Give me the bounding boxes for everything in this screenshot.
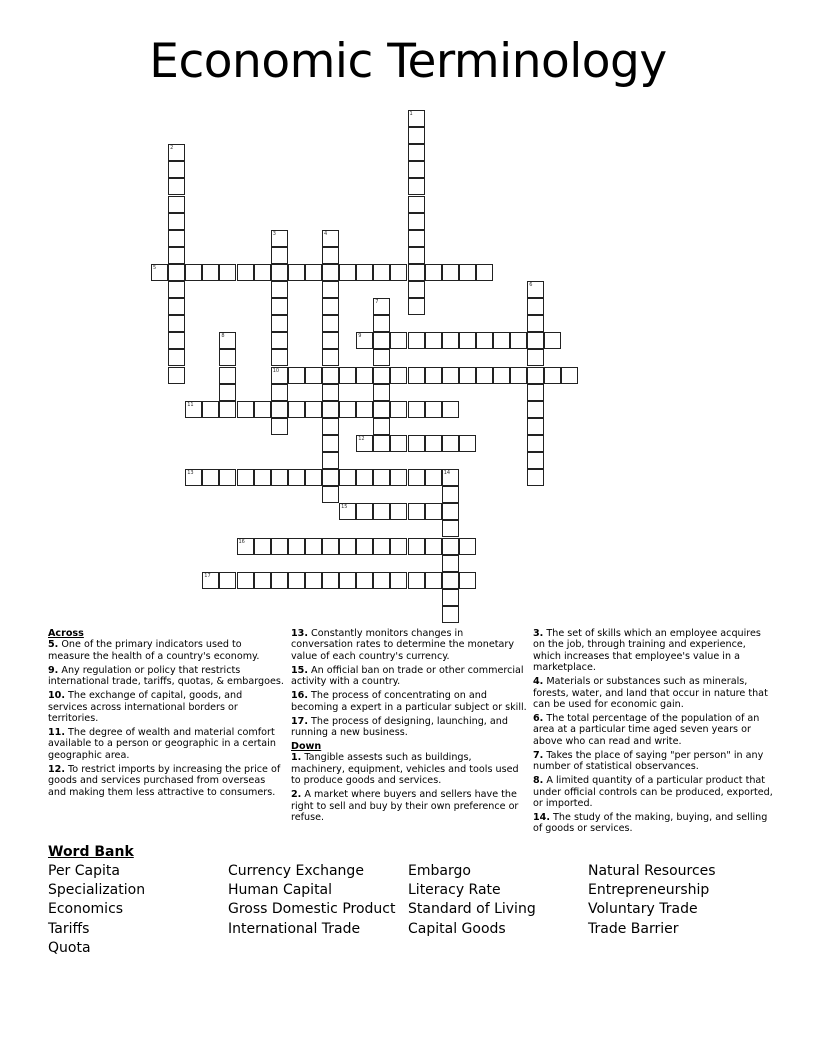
grid-cell[interactable] xyxy=(408,196,425,213)
grid-cell[interactable] xyxy=(219,332,236,349)
grid-cell[interactable] xyxy=(510,332,527,349)
word-bank-item: Quota xyxy=(48,939,91,956)
grid-cell[interactable] xyxy=(168,332,185,349)
grid-cell[interactable] xyxy=(408,178,425,195)
grid-cell[interactable] xyxy=(408,401,425,418)
grid-cell[interactable] xyxy=(305,401,322,418)
grid-cell[interactable] xyxy=(408,247,425,264)
grid-cell[interactable] xyxy=(561,367,578,384)
grid-cell[interactable] xyxy=(442,503,459,520)
grid-cell[interactable] xyxy=(373,315,390,332)
word-bank-item: Entrepreneurship xyxy=(588,882,710,899)
clue-across-10: 10. The exchange of capital, goods, and services across international borders or territories. xyxy=(48,690,243,725)
grid-cell[interactable] xyxy=(442,606,459,623)
grid-cell[interactable] xyxy=(527,418,544,435)
word-bank-item: Gross Domestic Product xyxy=(228,901,396,918)
grid-cell[interactable] xyxy=(373,538,390,555)
clue-number: 14 xyxy=(443,470,451,477)
grid-cell[interactable] xyxy=(408,281,425,298)
grid-cell[interactable] xyxy=(271,572,288,589)
grid-cell[interactable] xyxy=(168,144,185,161)
grid-cell[interactable] xyxy=(459,538,476,555)
grid-cell[interactable] xyxy=(510,367,527,384)
grid-cell[interactable] xyxy=(442,264,459,281)
clue-number: 13 xyxy=(187,470,194,477)
grid-cell[interactable] xyxy=(425,469,442,486)
grid-cell[interactable] xyxy=(408,538,425,555)
grid-cell[interactable] xyxy=(322,572,339,589)
grid-cell[interactable] xyxy=(390,503,407,520)
grid-cell[interactable] xyxy=(305,367,322,384)
grid-cell[interactable] xyxy=(408,332,425,349)
grid-cell[interactable] xyxy=(322,298,339,315)
grid-cell[interactable] xyxy=(442,435,459,452)
word-bank-title: Word Bank xyxy=(48,844,134,860)
clue-down-3: 3. The set of skills which an employee acquires on the job, through training and experience, which increases that employee's value in a marketplace. xyxy=(533,628,761,674)
grid-cell[interactable] xyxy=(339,367,356,384)
grid-cell[interactable] xyxy=(408,144,425,161)
grid-cell[interactable] xyxy=(408,367,425,384)
grid-cell[interactable] xyxy=(527,435,544,452)
grid-cell[interactable] xyxy=(442,332,459,349)
grid-cell[interactable] xyxy=(322,418,339,435)
grid-cell[interactable] xyxy=(322,384,339,401)
grid-cell[interactable] xyxy=(271,247,288,264)
grid-cell[interactable] xyxy=(288,401,305,418)
grid-cell[interactable] xyxy=(168,367,185,384)
grid-cell[interactable] xyxy=(322,538,339,555)
word-bank-item: Human Capital xyxy=(228,882,333,899)
grid-cell[interactable] xyxy=(527,332,544,349)
grid-cell[interactable] xyxy=(527,401,544,418)
grid-cell[interactable] xyxy=(527,367,544,384)
grid-cell[interactable] xyxy=(408,161,425,178)
grid-cell[interactable] xyxy=(373,572,390,589)
grid-cell[interactable] xyxy=(202,264,219,281)
grid-cell[interactable] xyxy=(544,367,561,384)
grid-cell[interactable] xyxy=(493,332,510,349)
grid-cell[interactable] xyxy=(476,264,493,281)
grid-cell[interactable] xyxy=(271,384,288,401)
clue-number: 11 xyxy=(187,401,194,408)
clue-number: 10 xyxy=(272,367,280,374)
grid-cell[interactable] xyxy=(356,264,373,281)
grid-cell[interactable] xyxy=(168,349,185,366)
grid-cell[interactable] xyxy=(527,315,544,332)
grid-cell[interactable] xyxy=(373,418,390,435)
clue-across-16: 16. The process of concentrating on and becoming a expert in a particular subject or skill. xyxy=(291,690,527,713)
grid-cell[interactable] xyxy=(151,264,168,281)
grid-cell[interactable] xyxy=(168,178,185,195)
clue-down-2: 2. A market where buyers and sellers have the right to sell and buy by their own preference or refuse. xyxy=(291,789,519,824)
grid-cell[interactable] xyxy=(185,401,202,418)
grid-cell[interactable] xyxy=(339,538,356,555)
word-bank-column-1 xyxy=(48,862,145,958)
grid-cell[interactable] xyxy=(390,538,407,555)
word-bank-item: Economics xyxy=(48,901,124,918)
grid-cell[interactable] xyxy=(185,264,202,281)
grid-cell[interactable] xyxy=(408,110,425,127)
grid-cell[interactable] xyxy=(237,469,254,486)
grid-cell[interactable] xyxy=(373,401,390,418)
grid-cell[interactable] xyxy=(459,435,476,452)
grid-cell[interactable] xyxy=(219,367,236,384)
grid-cell[interactable] xyxy=(356,435,373,452)
clue-number: 4 xyxy=(324,230,328,237)
grid-cell[interactable] xyxy=(390,401,407,418)
word-bank-column-3 xyxy=(408,862,536,939)
grid-cell[interactable] xyxy=(271,281,288,298)
grid-cell[interactable] xyxy=(305,572,322,589)
grid-cell[interactable] xyxy=(219,384,236,401)
grid-cell[interactable] xyxy=(339,401,356,418)
clues-column-1 xyxy=(48,628,284,801)
grid-cell[interactable] xyxy=(322,281,339,298)
grid-cell[interactable] xyxy=(305,469,322,486)
grid-cell[interactable] xyxy=(527,384,544,401)
grid-cell[interactable] xyxy=(408,469,425,486)
grid-cell[interactable] xyxy=(527,281,544,298)
grid-cell[interactable] xyxy=(322,230,339,247)
grid-cell[interactable] xyxy=(254,538,271,555)
grid-cell[interactable] xyxy=(373,503,390,520)
grid-cell[interactable] xyxy=(493,367,510,384)
grid-cell[interactable] xyxy=(425,264,442,281)
clue-number: 3 xyxy=(272,230,276,237)
word-bank-item: Trade Barrier xyxy=(588,920,679,937)
grid-cell[interactable] xyxy=(305,264,322,281)
word-bank-item: International Trade xyxy=(228,920,361,937)
grid-cell[interactable] xyxy=(390,572,407,589)
grid-cell[interactable] xyxy=(476,332,493,349)
grid-cell[interactable] xyxy=(356,332,373,349)
clues-column-2 xyxy=(291,628,527,826)
clue-number: 8 xyxy=(221,333,225,340)
grid-cell[interactable] xyxy=(322,435,339,452)
grid-cell[interactable] xyxy=(356,367,373,384)
grid-cell[interactable] xyxy=(271,230,288,247)
grid-cell[interactable] xyxy=(356,401,373,418)
grid-cell[interactable] xyxy=(237,401,254,418)
grid-cell[interactable] xyxy=(305,538,322,555)
clue-number: 6 xyxy=(529,282,533,288)
grid-cell[interactable] xyxy=(527,298,544,315)
clue-down-4: 4. Materials or substances such as minerals, forests, water, and land that occur in nature that can be used for economic gain. xyxy=(533,676,768,711)
grid-cell[interactable] xyxy=(288,367,305,384)
grid-cell[interactable] xyxy=(459,572,476,589)
grid-cell[interactable] xyxy=(288,538,305,555)
grid-cell[interactable] xyxy=(168,213,185,230)
clue-across-9: 9. Any regulation or policy that restricts international trade, tariffs, quotas, & embargoes. xyxy=(48,664,284,688)
grid-cell[interactable] xyxy=(322,367,339,384)
grid-cell[interactable] xyxy=(442,538,459,555)
clue-across-17: 17. The process of designing, launching, and running a new business. xyxy=(291,715,508,739)
grid-cell[interactable] xyxy=(408,503,425,520)
grid-cell[interactable] xyxy=(271,401,288,418)
grid-cell[interactable] xyxy=(288,469,305,486)
grid-cell[interactable] xyxy=(339,503,356,520)
grid-cell[interactable] xyxy=(408,127,425,144)
grid-cell[interactable] xyxy=(254,401,271,418)
grid-cell[interactable] xyxy=(425,332,442,349)
grid-cell[interactable] xyxy=(288,264,305,281)
grid-cell[interactable] xyxy=(442,589,459,606)
grid-cell[interactable] xyxy=(356,538,373,555)
clue-across-5: 5. One of the primary indicators used to measure the health of a country's economy. xyxy=(48,639,260,662)
word-bank-item: Per Capita xyxy=(48,863,120,879)
grid-cell[interactable] xyxy=(527,349,544,366)
grid-cell[interactable] xyxy=(168,281,185,298)
grid-cell[interactable] xyxy=(271,367,288,384)
grid-cell[interactable] xyxy=(219,264,236,281)
grid-cell[interactable] xyxy=(271,315,288,332)
grid-cell[interactable] xyxy=(271,264,288,281)
grid-cell[interactable] xyxy=(168,315,185,332)
grid-cell[interactable] xyxy=(322,486,339,503)
grid-cell[interactable] xyxy=(339,572,356,589)
grid-cell[interactable] xyxy=(339,264,356,281)
grid-cell[interactable] xyxy=(356,469,373,486)
grid-cell[interactable] xyxy=(202,469,219,486)
down-header: Down xyxy=(291,741,322,753)
word-bank-column-4 xyxy=(588,862,716,939)
grid-cell[interactable] xyxy=(219,401,236,418)
word-bank-item: Embargo xyxy=(408,863,471,879)
grid-cell[interactable] xyxy=(390,367,407,384)
grid-cell[interactable] xyxy=(339,469,356,486)
grid-cell[interactable] xyxy=(408,264,425,281)
grid-cell[interactable] xyxy=(237,264,254,281)
word-bank-item: Literacy Rate xyxy=(408,882,501,899)
grid-cell[interactable] xyxy=(271,332,288,349)
clue-down-7: 7. Takes the place of saying "per person" in any number of statistical observances. xyxy=(533,749,764,773)
word-bank-item: Standard of Living xyxy=(408,901,536,918)
grid-cell[interactable] xyxy=(442,572,459,589)
grid-cell[interactable] xyxy=(322,332,339,349)
grid-cell[interactable] xyxy=(254,264,271,281)
clue-down-6: 6. The total percentage of the population of an area at a particular time aged seven years or above who can read and write. xyxy=(533,713,760,747)
grid-cell[interactable] xyxy=(442,401,459,418)
grid-cell[interactable] xyxy=(459,264,476,281)
grid-cell[interactable] xyxy=(442,555,459,572)
grid-cell[interactable] xyxy=(425,572,442,589)
clue-number: 7 xyxy=(375,299,379,306)
grid-cell[interactable] xyxy=(322,401,339,418)
grid-cell[interactable] xyxy=(356,572,373,589)
grid-cell[interactable] xyxy=(271,538,288,555)
grid-cell[interactable] xyxy=(459,332,476,349)
grid-cell[interactable] xyxy=(168,264,185,281)
grid-cell[interactable] xyxy=(202,401,219,418)
grid-cell[interactable] xyxy=(408,213,425,230)
grid-cell[interactable] xyxy=(373,349,390,366)
grid-cell[interactable] xyxy=(168,247,185,264)
grid-cell[interactable] xyxy=(442,486,459,503)
clue-down-1: 1. Tangible assests such as buildings, machinery, equipment, vehicles and tools used to produce goods and services. xyxy=(291,752,519,787)
clue-across-15: 15. An official ban on trade or other commercial activity with a country. xyxy=(291,664,524,688)
grid-cell[interactable] xyxy=(219,349,236,366)
clue-number: 5 xyxy=(153,264,157,271)
grid-cell[interactable] xyxy=(356,503,373,520)
grid-cell[interactable] xyxy=(288,572,305,589)
clue-number: 12 xyxy=(358,435,365,442)
clue-across-11: 11. The degree of wealth and material comfort available to a person or geographic in a certain geographic area. xyxy=(48,727,276,761)
grid-cell[interactable] xyxy=(168,196,185,213)
grid-cell[interactable] xyxy=(168,161,185,178)
clue-down-14: 14. The study of the making, buying, and selling of goods or services. xyxy=(533,812,768,835)
grid-cell[interactable] xyxy=(185,469,202,486)
grid-cell[interactable] xyxy=(271,349,288,366)
clue-number: 9 xyxy=(358,333,362,340)
grid-cell[interactable] xyxy=(373,435,390,452)
word-bank-item: Specialization xyxy=(48,882,146,899)
grid-cell[interactable] xyxy=(442,520,459,537)
grid-cell[interactable] xyxy=(219,572,236,589)
word-bank-item: Tariffs xyxy=(48,920,90,937)
grid-cell[interactable] xyxy=(271,298,288,315)
word-bank-item: Voluntary Trade xyxy=(588,901,698,918)
grid-cell[interactable] xyxy=(168,230,185,247)
grid-cell[interactable] xyxy=(373,469,390,486)
grid-cell[interactable] xyxy=(322,247,339,264)
grid-cell[interactable] xyxy=(425,435,442,452)
puzzle-title: Economic Terminology xyxy=(149,34,667,89)
grid-cell[interactable] xyxy=(408,572,425,589)
word-bank-item: Natural Resources xyxy=(588,863,716,879)
grid-cell[interactable] xyxy=(202,572,219,589)
grid-cell[interactable] xyxy=(442,367,459,384)
grid-cell[interactable] xyxy=(271,418,288,435)
grid-cell[interactable] xyxy=(373,298,390,315)
grid-cell[interactable] xyxy=(373,384,390,401)
word-bank-item: Currency Exchange xyxy=(228,863,364,879)
clue-number: 16 xyxy=(238,538,245,545)
clue-down-8: 8. A limited quantity of a particular product that under official controls can be produced, exported, or imported. xyxy=(533,775,773,810)
grid-cell[interactable] xyxy=(408,298,425,315)
grid-cell[interactable] xyxy=(390,332,407,349)
grid-cell[interactable] xyxy=(425,401,442,418)
grid-cell[interactable] xyxy=(390,435,407,452)
clue-number: 15 xyxy=(341,504,348,511)
grid-cell[interactable] xyxy=(254,469,271,486)
grid-cell[interactable] xyxy=(254,572,271,589)
grid-cell[interactable] xyxy=(322,452,339,469)
grid-cell[interactable] xyxy=(168,298,185,315)
grid-cell[interactable] xyxy=(322,264,339,281)
word-bank-column-2 xyxy=(228,862,395,939)
grid-cell[interactable] xyxy=(373,264,390,281)
grid-cell[interactable] xyxy=(408,230,425,247)
across-header: Across xyxy=(48,628,84,639)
grid-cell[interactable] xyxy=(219,469,236,486)
clues-column-3 xyxy=(533,628,773,837)
clue-across-12: 12. To restrict imports by increasing the price of goods and services purchased from overseas and making them less attractive to consumers. xyxy=(48,763,281,798)
grid-cell[interactable] xyxy=(425,538,442,555)
clue-number: 1 xyxy=(409,111,413,117)
grid-cell[interactable] xyxy=(425,367,442,384)
grid-cell[interactable] xyxy=(459,367,476,384)
grid-cell[interactable] xyxy=(237,572,254,589)
grid-cell[interactable] xyxy=(237,538,254,555)
clue-number: 2 xyxy=(170,145,174,152)
word-bank-item: Capital Goods xyxy=(408,920,506,937)
grid-cell[interactable] xyxy=(476,367,493,384)
grid-cell[interactable] xyxy=(271,469,288,486)
grid-cell[interactable] xyxy=(390,264,407,281)
grid-cell[interactable] xyxy=(322,469,339,486)
clue-number: 17 xyxy=(204,572,211,579)
grid-cell[interactable] xyxy=(527,452,544,469)
grid-cell[interactable] xyxy=(425,503,442,520)
grid-cell[interactable] xyxy=(373,332,390,349)
grid-cell[interactable] xyxy=(373,367,390,384)
grid-cell[interactable] xyxy=(442,469,459,486)
grid-cell[interactable] xyxy=(544,332,561,349)
grid-cell[interactable] xyxy=(322,349,339,366)
clue-across-13: 13. Constantly monitors changes in conversation rates to determine the monetary value of each country's currency. xyxy=(291,628,514,662)
grid-cell[interactable] xyxy=(527,469,544,486)
grid-cell[interactable] xyxy=(408,435,425,452)
grid-cell[interactable] xyxy=(390,469,407,486)
grid-cell[interactable] xyxy=(322,315,339,332)
crossword-grid xyxy=(151,110,601,630)
